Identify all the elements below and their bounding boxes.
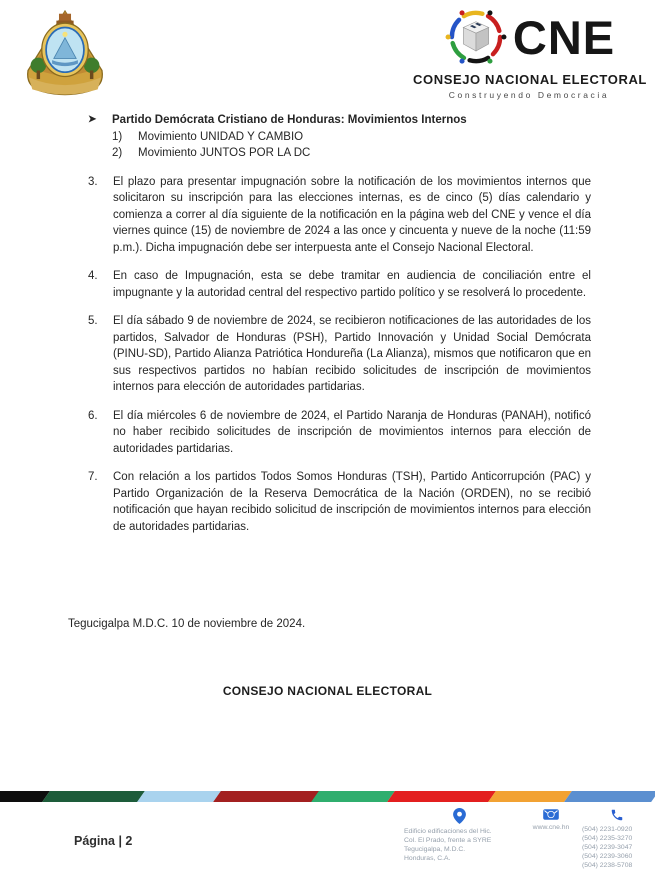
footer-color-stripe bbox=[0, 791, 655, 802]
numbered-paragraph bbox=[88, 408, 591, 458]
movement-number: 2) bbox=[112, 147, 123, 159]
mail-icon bbox=[543, 808, 559, 821]
stripe-segment bbox=[137, 791, 221, 802]
cne-ballot-box-icon bbox=[443, 4, 509, 70]
phone-number: (504) 2231-0920 bbox=[582, 826, 633, 833]
paragraph-number: 3. bbox=[88, 175, 98, 188]
paragraph-number: 6. bbox=[88, 409, 98, 422]
party-movements-title: Partido Demócrata Cristiano de Honduras: Movimientos Internos bbox=[112, 114, 467, 126]
dateline: Tegucigalpa M.D.C. 10 de noviembre de 2024. bbox=[68, 618, 306, 630]
paragraph-text: Con relación a los partidos Todos Somos Honduras (TSH), Partido Anticorrupción (PAC) y Partido Organización de la Reserva Democrática de la Nación (ORDEN), no se recibió notificación que hayan recibido solicitud de inscripción de movimientos internos para elección de autoridades partidarias. bbox=[113, 471, 591, 533]
paragraph-number: 7. bbox=[88, 471, 98, 483]
stripe-segment bbox=[489, 791, 573, 802]
footer-phones-block bbox=[582, 808, 652, 870]
numbered-paragraph bbox=[88, 174, 591, 257]
stripe-segment bbox=[42, 791, 144, 802]
cne-acronym: CNE bbox=[512, 10, 616, 64]
arrow-bullet-icon: ➤ bbox=[88, 114, 97, 125]
website-url: www.cne.hn bbox=[532, 824, 570, 831]
stripe-segment bbox=[564, 791, 655, 802]
movement-name: Movimiento JUNTOS POR LA DC bbox=[138, 147, 311, 159]
footer-website-block bbox=[520, 808, 582, 831]
paragraph-text: El día miércoles 6 de noviembre de 2024, el Partido Naranja de Honduras (PANAH), notificó no haber recibido solicitudes de inscripción de movimientos internos para elección de autoridades partidarias. bbox=[113, 409, 591, 455]
address-line: Edificio edificaciones del Hic. bbox=[404, 828, 492, 835]
cne-logo bbox=[413, 4, 645, 100]
phone-icon bbox=[610, 808, 624, 822]
numbered-paragraph bbox=[88, 469, 591, 535]
movement-number: 1) bbox=[112, 130, 123, 143]
location-pin-icon bbox=[453, 808, 466, 824]
phone-number: (504) 2239-3047 bbox=[582, 844, 633, 851]
paragraph-text: El día sábado 9 de noviembre de 2024, se recibieron notificaciones de las autoridades de los partidos, Salvador de Honduras (PSH), Partido Innovación y Unidad Social Demócrata (PINU-SD), Partido Alianza Patriótica Hondureña (La Alianza), mismos que notificaron que en sus respectivos partidos no habían recibido solicitudes de inscripción de movimientos internos para elección de autoridades partidarias. bbox=[113, 315, 591, 393]
paragraph-number: 4. bbox=[88, 270, 98, 282]
phone-number: (504) 2235-3270 bbox=[582, 835, 633, 842]
address-line: Tegucigalpa, M.D.C. bbox=[404, 846, 466, 853]
party-movements-block bbox=[88, 112, 591, 162]
movement-name: Movimiento UNIDAD Y CAMBIO bbox=[138, 130, 304, 143]
phone-number: (504) 2239-3060 bbox=[582, 853, 633, 860]
cne-tagline: Construyendo Democracia bbox=[448, 90, 610, 100]
paragraph-text: En caso de Impugnación, esta se debe tramitar en audiencia de conciliación entre el impugnante y la autoridad central del respectivo partido político y se resolverá lo procedente. bbox=[113, 270, 591, 299]
stripe-segment bbox=[311, 791, 395, 802]
honduras-coat-of-arms-image bbox=[22, 8, 108, 102]
movement-item bbox=[112, 129, 591, 146]
stripe-segment bbox=[213, 791, 319, 802]
numbered-paragraph bbox=[88, 268, 591, 301]
movement-item bbox=[112, 145, 591, 162]
stripe-segment bbox=[387, 791, 496, 802]
paragraph-number: 5. bbox=[88, 315, 98, 327]
numbered-paragraph bbox=[88, 313, 591, 396]
paragraph-text: El plazo para presentar impugnación sobre la notificación de los movimientos internos que solicitaron su inscripción para las elecciones internas, es de cinco (5) días calendario y comienza a correr al día siguiente de la notificación en la página web del CNE y vence el día viernes quince (15) de noviembre de 2024 a las once y cincuenta y nueve de la noche (11:59 p.m.). Dicha impugnación debe ser interpuesta ante el Consejo Nacional Electoral. bbox=[113, 175, 591, 254]
footer-address-block bbox=[404, 808, 514, 863]
page-number-label: Página | 2 bbox=[74, 834, 133, 848]
address-line: Honduras, C.A. bbox=[404, 855, 451, 862]
address-line: Col. El Prado, frente a SYRE bbox=[404, 837, 492, 844]
signature-title: CONSEJO NACIONAL ELECTORAL bbox=[222, 684, 433, 698]
cne-org-name: CONSEJO NACIONAL ELECTORAL bbox=[413, 72, 647, 87]
phone-number: (504) 2238-5708 bbox=[582, 862, 633, 869]
document-body bbox=[88, 112, 591, 547]
